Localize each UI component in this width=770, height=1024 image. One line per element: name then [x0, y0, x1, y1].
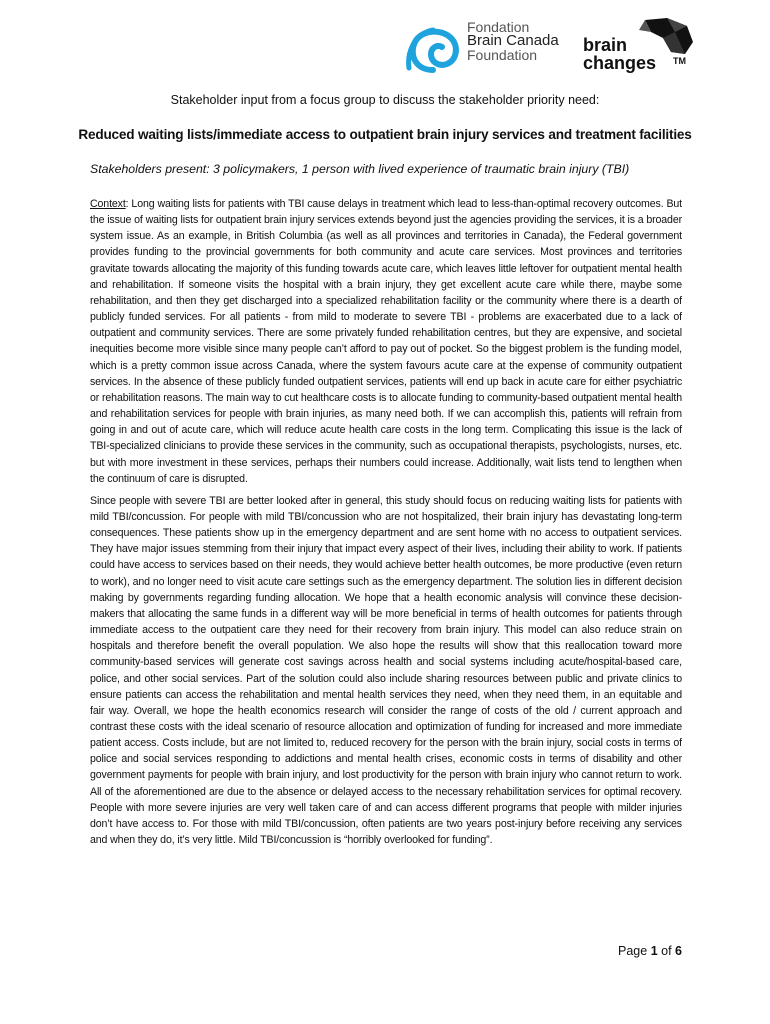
foundation-line-2: Brain Canada — [467, 32, 559, 49]
logo-area — [405, 18, 695, 78]
context-paragraph — [90, 196, 682, 487]
page-total: 6 — [675, 944, 682, 958]
document-subtitle: Stakeholder input from a focus group to discuss the stakeholder priority need: — [170, 93, 600, 107]
brain-changes-line-2: changes — [583, 53, 657, 73]
page-word: Page — [618, 944, 648, 958]
foundation-wordmark — [467, 20, 559, 62]
document-body — [90, 196, 682, 854]
foundation-line-3: Foundation — [467, 47, 538, 63]
document-title: Reduced waiting lists/immediate access to outpatient brain injury services and treatment facilities — [78, 127, 692, 142]
brain-canada-logo-icon — [405, 24, 461, 74]
brain-changes-line-1: brain — [583, 35, 628, 55]
of-word: of — [661, 944, 672, 958]
context-label: Context — [90, 198, 126, 210]
brain-changes-wordmark — [583, 36, 656, 72]
context-text: : Long waiting lists for patients with TBI cause delays in treatment which lead to less-than-optimal recovery outcomes. But the issue of waiting lists for outpatient brain injury services extends beyond just the agencies providing the services, it is a broader system issue. As an example, in British Columbia (as well as all provinces and territories in Canada), the Federal government provides funding to the provincial governments for both community and acute care services. Most provinces and territories gravitate towards allocating the majority of this funding towards acute care, which leaves little leftover for outpatient mental health and rehabilitation. If someone visits the hospital with a brain injury, they get excellent acute care while there, maybe some rehabilitation, and then they get discharged into a specialized rehabilitation facility or the community where there is a dearth of publicly funded services. For all patients - from mild to moderate to severe TBI - problems are exacerbated due to a lack of outpatient and community services. There are some privately funded rehabilitation centres, but they are expensive, and societal inequities become more visible since many people can’t afford to pay out of pocket. So the biggest problem is the funding model, which is a pretty common issue across Canada, where the system favours acute care at the expense of community outpatient services. In the absence of these publicly funded outpatient services, patients will end up back in acute care for either psychiatric or rehabilitation reasons. The main way to cut healthcare costs is to allocate funding to community-based outpatient mental health and rehabilitation services for people with brain injuries, as many need both. If we can accomplish this, patients will refrain from going in and out of acute care, which will reduce acute health care costs in the long term. Complicating this issue is the lack of TBI-specialized clinicians to provide these services in the community, such as occupational therapists, psychologists, nurses, etc. but with more investment in these services, perhaps their numbers could increase. Additionally, wait lists tend to lengthen when the continuum of care is disrupted. — [90, 198, 682, 485]
foundation-line-1: Fondation — [467, 19, 530, 35]
body-paragraph-2: Since people with severe TBI are better looked after in general, this study should focus on reducing waiting lists for patients with mild TBI/concussion. For people with mild TBI/concussion who are not hospitalized, their brain injury has devastating long-term consequences. These patients show up in the emergency department and are sent home with no access to outpatient services. They have major issues stemming from their injury that impact every aspect of their lives, including their ability to work. If patients could have access to services based on their needs, they would achieve better health outcomes, be more productive (even return to work), and no longer need to visit acute care settings such as the emergency department. The solution lies in different decision making by governments regarding funding allocation. We hope that a health economic analysis will convince these decision-makers that allocating the same funds in a different way will be more beneficial in terms of health outcomes for patients through immediate access to the outpatient care they need for their recovery from brain injury. This model can also reduce strain on hospitals and therefore benefit the overall population. We also hope the results will show that this reallocation toward more community-based services will generate cost savings across health and social systems including acute/hospital-based care, police, and other social services. Part of the solution could also include sharing resources between public and private clinics to ensure patients can access the rehabilitation and mental health services they need, when they need them, in an equitable and fair way. Overall, we hope the health economics research will consider the range of costs of the old / current approach and contrast these costs with the ideal scenario of resource allocation and optimization of funding for increased and more immediate patient access. Costs include, but are not limited to, reduced recovery for the person with the brain injury, social costs in terms of police and social services responding to addictions and mental health crises, economic costs in terms of disability and other government payments for people with brain injury, and lost productivity for the person with brain injury who cannot return to work. All of the aforementioned are due to the absence or delayed access to the necessary rehabilitation services for optimal recovery. People with more severe injuries are very well taken care of and can access different programs that people with milder injuries don’t have access to. For those with mild TBI/concussion, often patients are two years post-injury before receiving any services and when they do, it’s very little. Mild TBI/concussion is “horribly overlooked for funding”. — [90, 494, 682, 847]
trademark-mark: TM — [673, 56, 686, 66]
page-number: 1 — [650, 944, 658, 958]
page-footer — [0, 944, 682, 958]
stakeholders-line: Stakeholders present: 3 policymakers, 1 person with lived experience of traumatic brain injury (TBI) — [90, 162, 630, 176]
